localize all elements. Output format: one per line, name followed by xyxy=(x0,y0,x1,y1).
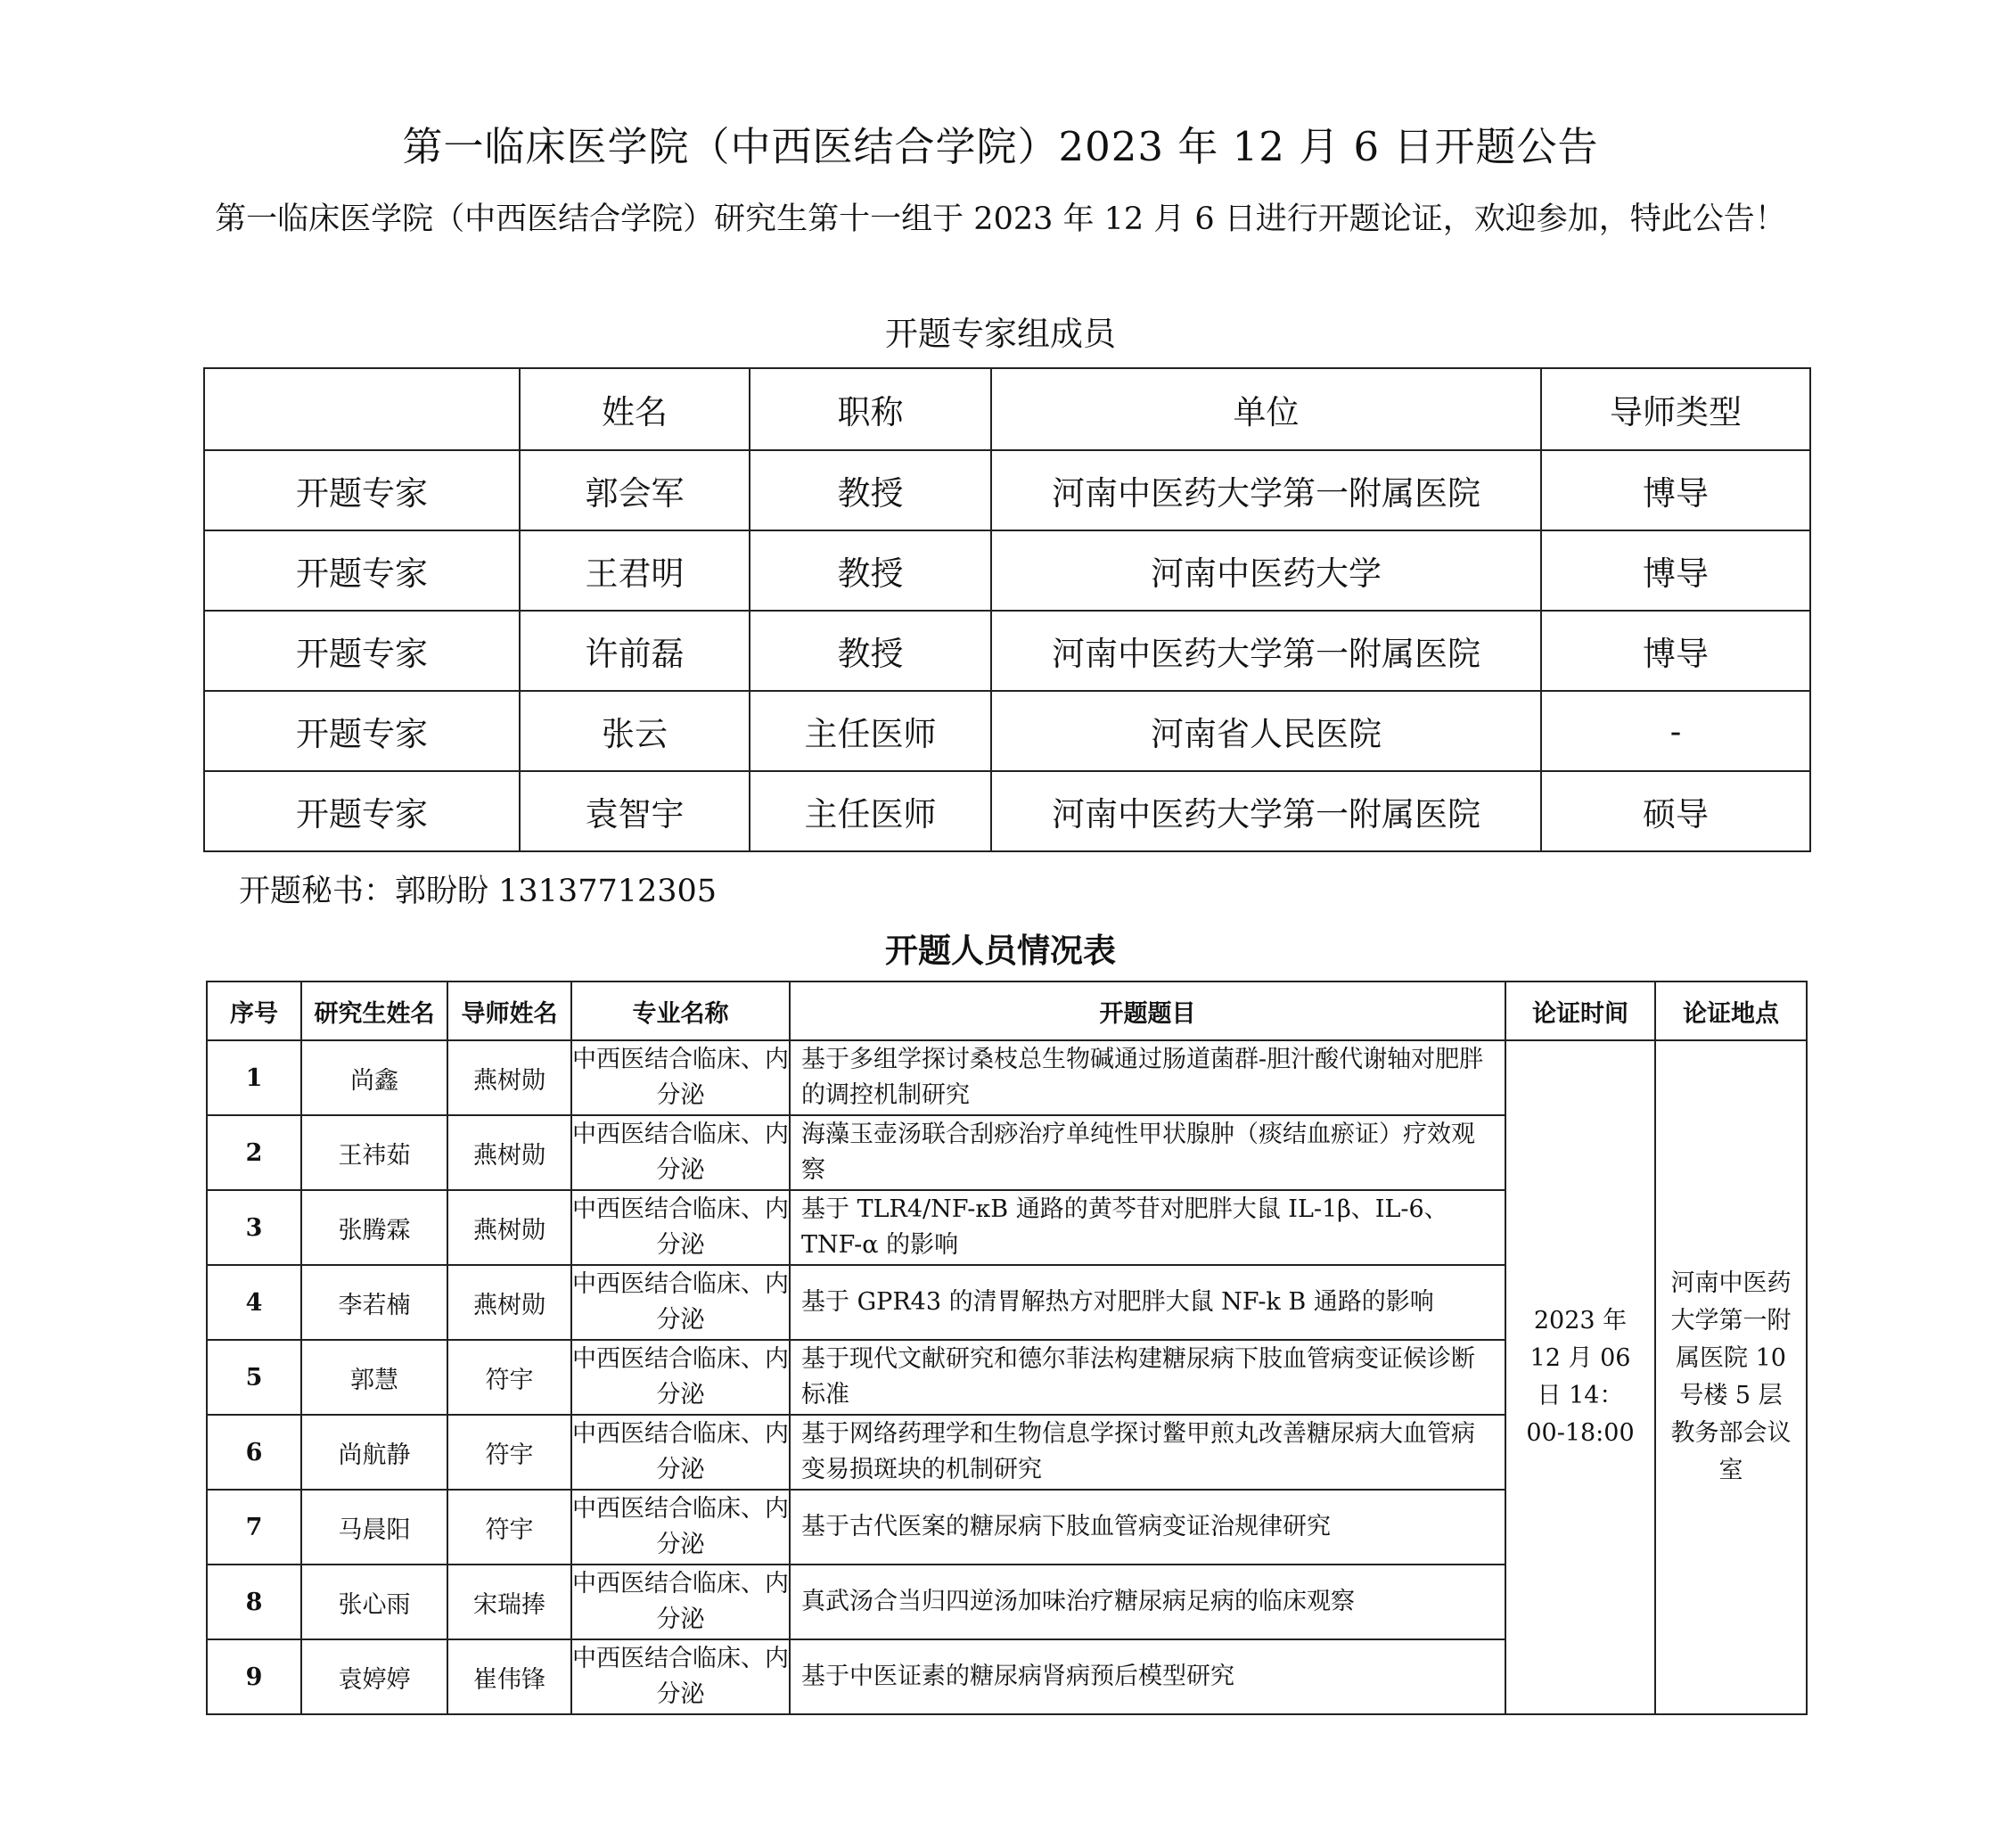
topic-cell: 基于中医证素的糖尿病肾病预后模型研究 xyxy=(790,1639,1505,1714)
topic-cell: 基于 TLR4/NF-κB 通路的黄芩苷对肥胖大鼠 IL-1β、IL-6、TNF-α 的影响 xyxy=(790,1190,1505,1265)
secretary-contact: 开题秘书：郭盼盼 13137712305 xyxy=(239,874,718,909)
students-header-row xyxy=(207,981,1807,1040)
students-table xyxy=(206,981,1808,1715)
supervisor-name-cell: 燕树勋 xyxy=(447,1190,571,1265)
experts-header-row xyxy=(204,368,1810,450)
page-title: 第一临床医学院（中西医结合学院）2023 年 12 月 6 日开题公告 xyxy=(402,123,1599,170)
major-cell: 中西医结合临床、内分泌 xyxy=(571,1040,790,1115)
index-cell: 6 xyxy=(207,1415,301,1490)
name-cell: 袁智宇 xyxy=(520,771,750,851)
header-cell: 姓名 xyxy=(520,368,750,450)
name-cell: 郭会军 xyxy=(520,450,750,530)
index-cell: 7 xyxy=(207,1490,301,1565)
student-name-cell: 马晨阳 xyxy=(301,1490,447,1565)
defense-place-cell: 河南中医药大学第一附属医院 10 号楼 5 层教务部会议室 xyxy=(1655,1040,1807,1714)
role-cell: 开题专家 xyxy=(204,691,520,771)
major-cell: 中西医结合临床、内分泌 xyxy=(571,1265,790,1340)
student-name-cell: 尚鑫 xyxy=(301,1040,447,1115)
supervisor-name-cell: 宋瑞捧 xyxy=(447,1565,571,1639)
supervisor-type-cell: 博导 xyxy=(1541,530,1810,611)
header-cell: 职称 xyxy=(750,368,991,450)
students-table-caption: 开题人员情况表 xyxy=(885,931,1116,970)
role-cell: 开题专家 xyxy=(204,450,520,530)
header-cell: 序号 xyxy=(207,981,301,1040)
student-name-cell: 张心雨 xyxy=(301,1565,447,1639)
supervisor-type-cell: 硕导 xyxy=(1541,771,1810,851)
header-cell: 专业名称 xyxy=(571,981,790,1040)
student-name-cell: 郭慧 xyxy=(301,1340,447,1415)
header-cell: 研究生姓名 xyxy=(301,981,447,1040)
experts-table xyxy=(203,367,1811,852)
table-row xyxy=(204,771,1810,851)
topic-cell: 基于古代医案的糖尿病下肢血管病变证治规律研究 xyxy=(790,1490,1505,1565)
supervisor-type-cell: 博导 xyxy=(1541,611,1810,691)
major-cell: 中西医结合临床、内分泌 xyxy=(571,1190,790,1265)
title-cell: 主任医师 xyxy=(750,771,991,851)
major-cell: 中西医结合临床、内分泌 xyxy=(571,1340,790,1415)
name-cell: 许前磊 xyxy=(520,611,750,691)
topic-cell: 基于现代文献研究和德尔菲法构建糖尿病下肢血管病变证候诊断标准 xyxy=(790,1340,1505,1415)
major-cell: 中西医结合临床、内分泌 xyxy=(571,1490,790,1565)
header-cell: 论证地点 xyxy=(1655,981,1807,1040)
unit-cell: 河南中医药大学第一附属医院 xyxy=(991,450,1541,530)
supervisor-name-cell: 崔伟锋 xyxy=(447,1639,571,1714)
title-cell: 教授 xyxy=(750,530,991,611)
index-cell: 9 xyxy=(207,1639,301,1714)
index-cell: 4 xyxy=(207,1265,301,1340)
supervisor-name-cell: 符宇 xyxy=(447,1490,571,1565)
header-cell: 单位 xyxy=(991,368,1541,450)
name-cell: 张云 xyxy=(520,691,750,771)
table-row xyxy=(204,530,1810,611)
title-cell: 教授 xyxy=(750,450,991,530)
topic-cell: 基于多组学探讨桑枝总生物碱通过肠道菌群-胆汁酸代谢轴对肥胖的调控机制研究 xyxy=(790,1040,1505,1115)
table-row xyxy=(204,611,1810,691)
major-cell: 中西医结合临床、内分泌 xyxy=(571,1565,790,1639)
unit-cell: 河南省人民医院 xyxy=(991,691,1541,771)
header-cell: 开题题目 xyxy=(790,981,1505,1040)
supervisor-name-cell: 燕树勋 xyxy=(447,1115,571,1190)
supervisor-name-cell: 燕树勋 xyxy=(447,1040,571,1115)
student-name-cell: 袁婷婷 xyxy=(301,1639,447,1714)
major-cell: 中西医结合临床、内分泌 xyxy=(571,1115,790,1190)
index-cell: 2 xyxy=(207,1115,301,1190)
index-cell: 5 xyxy=(207,1340,301,1415)
student-name-cell: 尚航静 xyxy=(301,1415,447,1490)
student-name-cell: 张腾霖 xyxy=(301,1190,447,1265)
student-name-cell: 李若楠 xyxy=(301,1265,447,1340)
index-cell: 3 xyxy=(207,1190,301,1265)
role-cell: 开题专家 xyxy=(204,611,520,691)
name-cell: 王君明 xyxy=(520,530,750,611)
table-row xyxy=(207,1040,1807,1115)
topic-cell: 基于网络药理学和生物信息学探讨鳖甲煎丸改善糖尿病大血管病变易损斑块的机制研究 xyxy=(790,1415,1505,1490)
header-cell: 导师类型 xyxy=(1541,368,1810,450)
student-name-cell: 王祎茹 xyxy=(301,1115,447,1190)
unit-cell: 河南中医药大学第一附属医院 xyxy=(991,771,1541,851)
role-cell: 开题专家 xyxy=(204,771,520,851)
announcement-intro: 第一临床医学院（中西医结合学院）研究生第十一组于 2023 年 12 月 6 日进行开题论证，欢迎参加，特此公告！ xyxy=(215,201,1786,237)
title-cell: 主任医师 xyxy=(750,691,991,771)
experts-table-caption: 开题专家组成员 xyxy=(885,315,1116,353)
supervisor-type-cell: - xyxy=(1541,691,1810,771)
supervisor-name-cell: 燕树勋 xyxy=(447,1265,571,1340)
index-cell: 1 xyxy=(207,1040,301,1115)
topic-cell: 基于 GPR43 的清胃解热方对肥胖大鼠 NF-k B 通路的影响 xyxy=(790,1265,1505,1340)
header-cell: 论证时间 xyxy=(1505,981,1655,1040)
table-row xyxy=(204,691,1810,771)
supervisor-type-cell: 博导 xyxy=(1541,450,1810,530)
supervisor-name-cell: 符宇 xyxy=(447,1415,571,1490)
role-cell: 开题专家 xyxy=(204,530,520,611)
major-cell: 中西医结合临床、内分泌 xyxy=(571,1639,790,1714)
unit-cell: 河南中医药大学第一附属医院 xyxy=(991,611,1541,691)
header-cell: 导师姓名 xyxy=(447,981,571,1040)
defense-time-cell: 2023 年 12 月 06 日 14：00-18:00 xyxy=(1505,1040,1655,1714)
topic-cell: 真武汤合当归四逆汤加味治疗糖尿病足病的临床观察 xyxy=(790,1565,1505,1639)
index-cell: 8 xyxy=(207,1565,301,1639)
header-cell xyxy=(204,368,520,450)
table-row xyxy=(204,450,1810,530)
unit-cell: 河南中医药大学 xyxy=(991,530,1541,611)
major-cell: 中西医结合临床、内分泌 xyxy=(571,1415,790,1490)
supervisor-name-cell: 符宇 xyxy=(447,1340,571,1415)
title-cell: 教授 xyxy=(750,611,991,691)
topic-cell: 海藻玉壶汤联合刮痧治疗单纯性甲状腺肿（痰结血瘀证）疗效观察 xyxy=(790,1115,1505,1190)
